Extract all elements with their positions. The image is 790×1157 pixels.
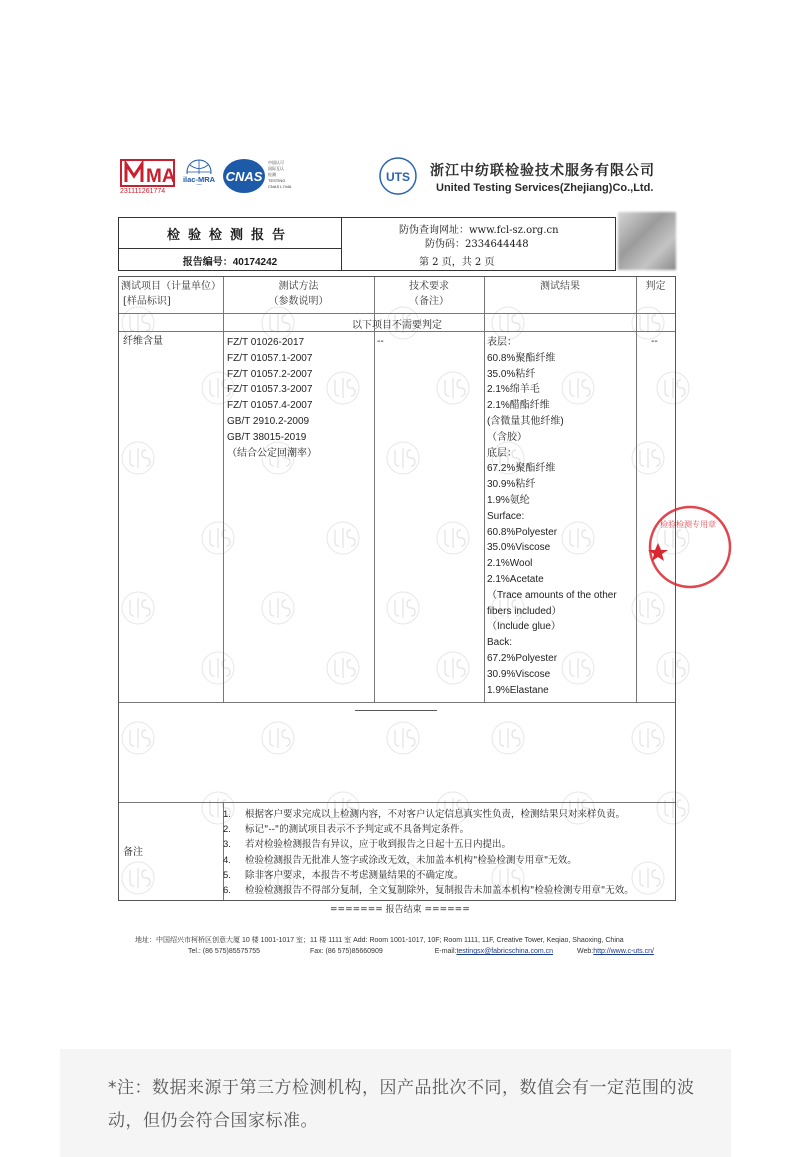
disclaimer-text: *注：数据来源于第三方检测机构，因产品批次不同，数值会有一定范围的波动，但仍会符合国家标准。 xyxy=(108,1078,695,1131)
cma-number: 231111261774 xyxy=(120,188,166,195)
ilac-mra-logo xyxy=(180,158,218,194)
result-item: Surface: xyxy=(487,510,525,522)
note-number: 3. xyxy=(223,839,231,851)
note-number: 1. xyxy=(223,809,231,820)
method-item: GB/T 2910.2-2009 xyxy=(227,415,310,427)
cnas-logo xyxy=(222,157,302,195)
result-item: 35.0%粘纤 xyxy=(487,368,536,380)
result-item: (含微量其他纤维) xyxy=(487,415,564,427)
result-item: fibers included） xyxy=(487,605,562,617)
method-item: FZ/T 01057.4-2007 xyxy=(227,400,313,412)
test-results-table xyxy=(118,276,676,901)
header-method: 测试方法 （参数说明） xyxy=(268,281,329,307)
divider-line xyxy=(355,710,437,711)
report-title: 检验检测报告 xyxy=(166,228,293,243)
note-item xyxy=(223,806,625,820)
ilac-label: ilac-MRA xyxy=(182,175,216,184)
result-item: Back: xyxy=(487,637,513,649)
note-text: 检验检测报告无批准人签字或涂改无效，未加盖本机构"检验检测专用章"无效。 xyxy=(245,854,577,866)
method-list xyxy=(227,335,317,461)
requirement-value: -- xyxy=(377,336,384,347)
note-text: 标记"--"的测试项目表示不予判定或不具备判定条件。 xyxy=(245,824,470,836)
web-label: Web: xyxy=(577,948,594,955)
result-item: 60.8%聚酯纤维 xyxy=(487,352,556,364)
method-item: FZ/T 01057.3-2007 xyxy=(227,384,313,396)
company-name-cn: 浙江中纺联检验技术服务有限公司 xyxy=(430,162,655,178)
cma-label: MA xyxy=(146,166,176,187)
result-item: 表层： xyxy=(487,337,517,348)
contact-line xyxy=(188,948,654,955)
note-number: 5. xyxy=(223,869,231,881)
svg-text:TESTING: TESTING xyxy=(268,178,286,183)
note-item xyxy=(223,882,634,896)
uts-logo xyxy=(378,155,418,197)
report-title-block xyxy=(118,217,616,271)
result-item: （Trace amounts of the other xyxy=(487,589,617,601)
verify-url: 防伪查询网址：www.fcl-sz.org.cn xyxy=(399,225,559,236)
result-item: 35.0%Viscose xyxy=(487,542,551,554)
tel: Tel.: (86 575)85575755 xyxy=(188,948,260,955)
method-item: FZ/T 01057.1-2007 xyxy=(227,352,313,364)
web-link[interactable]: http://www.c-uts.cn/ xyxy=(593,948,654,955)
report-number: 报告编号：40174242 xyxy=(182,257,278,268)
note-text: 若对检验检测报告有异议，应于收到报告之日起十五日内提出。 xyxy=(245,839,512,851)
svg-text:国际互认: 国际互认 xyxy=(268,166,284,171)
result-item: 30.9%粘纤 xyxy=(487,479,536,491)
svg-text:检测: 检测 xyxy=(268,172,276,177)
header-requirement: 技术要求 （备注） xyxy=(409,281,449,307)
notes-label: 备注 xyxy=(123,847,143,858)
result-item: 67.2%聚酯纤维 xyxy=(487,463,556,475)
result-item: 1.9%氨纶 xyxy=(487,494,530,506)
note-number: 6. xyxy=(223,885,231,896)
method-item: GB/T 38015-2019 xyxy=(227,431,307,443)
email-link[interactable]: testingsx@fabricschina.com.cn xyxy=(456,948,554,955)
result-item: （含胶） xyxy=(487,431,527,443)
note-number: 4. xyxy=(223,854,231,866)
verify-code: 防伪码：2334644448 xyxy=(425,239,529,250)
header-judgement: 判定 xyxy=(645,281,666,292)
note-text: 检验检测报告不得部分复制，全文复制除外，复制报告未加盖本机构"检验检测专用章"无效。 xyxy=(245,885,634,896)
company-name-en: United Testing Services(Zhejiang)Co.,Ltd. xyxy=(436,182,654,194)
result-item: 60.8%Polyester xyxy=(487,526,558,538)
stamp-text: 检验检测专用章 xyxy=(660,520,716,529)
judgement-value: -- xyxy=(651,336,658,347)
method-item: FZ/T 01026-2017 xyxy=(227,337,305,348)
svg-text:CNAS L7446: CNAS L7446 xyxy=(268,184,292,189)
note-item xyxy=(223,867,464,881)
note-item xyxy=(223,836,511,850)
uts-label: UTS xyxy=(386,170,410,184)
result-item: 2.1%Wool xyxy=(487,558,533,570)
result-item: （Include glue） xyxy=(487,621,561,633)
no-judgement-note: 以下项目不需要判定 xyxy=(352,320,442,331)
note-text: 除非客户要求，本报告不考虑测量结果的不确定度。 xyxy=(245,869,464,881)
result-item: 2.1%Acetate xyxy=(487,573,544,585)
result-item: 底层： xyxy=(487,447,517,459)
result-item: 2.1%醋酯纤维 xyxy=(487,400,550,412)
item-name: 纤维含量 xyxy=(123,336,163,347)
note-item xyxy=(223,852,577,866)
method-item: FZ/T 01057.2-2007 xyxy=(227,368,313,380)
email-label: E-mail: xyxy=(434,948,457,955)
page-number: 第 2 页，共 2 页 xyxy=(419,257,495,268)
result-item: 1.9%Elastane xyxy=(487,684,549,696)
result-item: 67.2%Polyester xyxy=(487,652,558,664)
qr-code-blurred xyxy=(618,212,676,270)
cma-logo xyxy=(120,158,175,188)
note-text: 根据客户要求完成以上检测内容，不对客户认定信息真实性负责，检测结果只对来样负责。 xyxy=(245,809,626,820)
fax: Fax: (86 575)85660909 xyxy=(309,948,383,955)
header-item: 测试项目（计量单位） [样品标识] xyxy=(121,281,221,307)
note-number: 2. xyxy=(223,824,231,836)
address-line: 地址：中国绍兴市柯桥区创意大厦 10 楼 1001-1017 室；11 楼 1111 室 Add: Room 1001-1017, 10F; Room 1111, 11F, Creative Tower, Keqiao, Shaoxing, China xyxy=(135,937,624,944)
cnas-label: CNAS xyxy=(225,169,263,184)
cnas-sub-text xyxy=(268,159,292,189)
method-item: （结合公定回潮率） xyxy=(227,447,317,459)
result-item: 2.1%绵羊毛 xyxy=(487,384,540,396)
result-list xyxy=(487,335,617,698)
inspection-stamp xyxy=(648,505,716,590)
note-item xyxy=(223,821,469,835)
result-item: 30.9%Viscose xyxy=(487,668,551,680)
svg-text:中国认可: 中国认可 xyxy=(268,160,284,165)
report-end: ======= 报告结束 ====== xyxy=(330,905,470,915)
header-result: 测试结果 xyxy=(540,281,580,292)
